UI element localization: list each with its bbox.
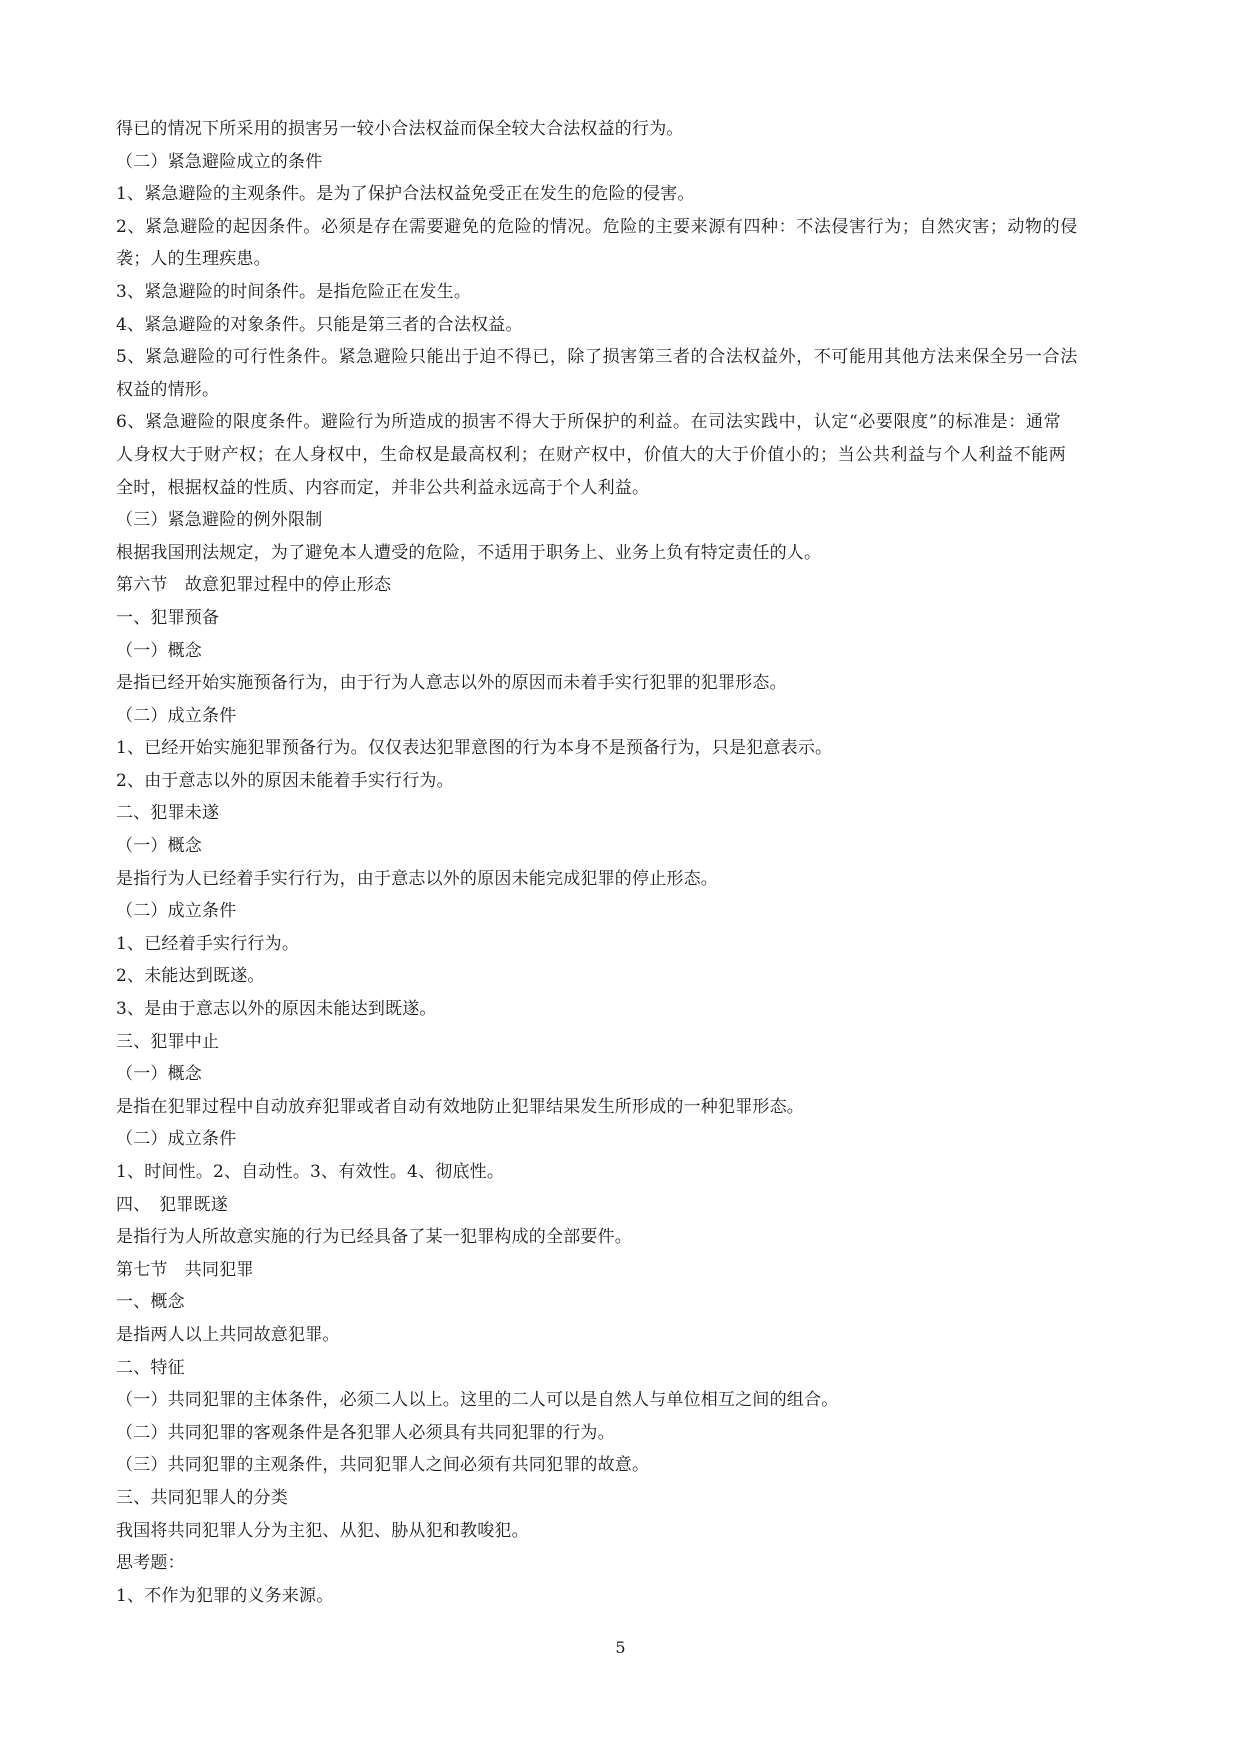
text-line: 第六节 故意犯罪过程中的停止形态 bbox=[116, 575, 392, 596]
text-line: 根据我国刑法规定，为了避免本人遭受的危险，不适用于职务上、业务上负有特定责任的人。 bbox=[116, 542, 822, 563]
text-line: （二）成立条件 bbox=[116, 901, 237, 922]
text-line: （二）共同犯罪的客观条件是各犯罪人必须具有共同犯罪的行为。 bbox=[116, 1422, 615, 1443]
text-line: 二、犯罪未遂 bbox=[116, 803, 220, 824]
text-line: （二）成立条件 bbox=[116, 705, 237, 726]
text-line: 是指已经开始实施预备行为，由于行为人意志以外的原因而未着手实行犯罪的犯罪形态。 bbox=[116, 673, 787, 694]
text-line: 3、是由于意志以外的原因未能达到既遂。 bbox=[116, 999, 437, 1020]
text-line: 袭；人的生理疾患。 bbox=[116, 249, 271, 270]
text-line: 6、紧急避险的限度条件。避险行为所造成的损害不得大于所保护的利益。在司法实践中，认定“必要限度”的标准是：通常 bbox=[116, 412, 1062, 433]
text-line: 是指在犯罪过程中自动放弃犯罪或者自动有效地防止犯罪结果发生所形成的一种犯罪形态。 bbox=[116, 1096, 804, 1117]
text-line: 1、时间性。2、自动性。3、有效性。4、彻底性。 bbox=[116, 1162, 505, 1182]
page-number: 5 bbox=[615, 1638, 626, 1657]
text-line: （一）概念 bbox=[116, 640, 202, 661]
text-line: 5、紧急避险的可行性条件。紧急避险只能出于迫不得已，除了损害第三者的合法权益外，不可能用其他方法来保全另一合法 bbox=[116, 347, 1078, 368]
text-line: 2、由于意志以外的原因未能着手实行行为。 bbox=[116, 770, 454, 791]
text-line: （一）共同犯罪的主体条件，必须二人以上。这里的二人可以是自然人与单位相互之间的组合。 bbox=[116, 1390, 839, 1411]
text-line: 三、犯罪中止 bbox=[116, 1031, 220, 1052]
text-line: 第七节 共同犯罪 bbox=[116, 1259, 254, 1280]
text-line: （一）概念 bbox=[116, 1064, 202, 1085]
text-line: （二）成立条件 bbox=[116, 1129, 237, 1150]
text-line: 二、特征 bbox=[116, 1357, 185, 1378]
text-line: 全时，根据权益的性质、内容而定，并非公共利益永远高于个人利益。 bbox=[116, 477, 650, 498]
text-line: 思考题： bbox=[116, 1553, 185, 1574]
text-line: 是指两人以上共同故意犯罪。 bbox=[116, 1324, 340, 1345]
text-line: 1、已经开始实施犯罪预备行为。仅仅表达犯罪意图的行为本身不是预备行为，只是犯意表示。 bbox=[116, 738, 833, 759]
text-line: 一、概念 bbox=[116, 1292, 185, 1313]
text-line: 3、紧急避险的时间条件。是指危险正在发生。 bbox=[116, 281, 472, 302]
text-line: 1、已经着手实行行为。 bbox=[116, 933, 300, 954]
text-line: 一、犯罪预备 bbox=[116, 607, 220, 628]
text-line: 三、共同犯罪人的分类 bbox=[116, 1487, 288, 1508]
text-line: （三）共同犯罪的主观条件，共同犯罪人之间必须有共同犯罪的故意。 bbox=[116, 1455, 650, 1476]
text-line: 是指行为人所故意实施的行为已经具备了某一犯罪构成的全部要件。 bbox=[116, 1227, 632, 1248]
text-line: 1、紧急避险的主观条件。是为了保护合法权益免受正在发生的危险的侵害。 bbox=[116, 184, 695, 205]
text-line: 2、未能达到既遂。 bbox=[116, 966, 265, 987]
text-line: （二）紧急避险成立的条件 bbox=[116, 151, 323, 172]
text-line: （三）紧急避险的例外限制 bbox=[116, 510, 323, 531]
text-line: 4、紧急避险的对象条件。只能是第三者的合法权益。 bbox=[116, 314, 523, 335]
text-line: 我国将共同犯罪人分为主犯、从犯、胁从犯和教唆犯。 bbox=[116, 1520, 529, 1541]
text-line: 是指行为人已经着手实行行为，由于意志以外的原因未能完成犯罪的停止形态。 bbox=[116, 868, 718, 889]
text-line: 四、 犯罪既遂 bbox=[116, 1194, 228, 1215]
text-line: 得已的情况下所采用的损害另一较小合法权益而保全较大合法权益的行为。 bbox=[116, 119, 684, 139]
text-line: 人身权大于财产权；在人身权中，生命权是最高权利；在财产权中，价值大的大于价值小的；当公共利益与个人利益不能两 bbox=[116, 444, 1067, 465]
text-line: 权益的情形。 bbox=[116, 379, 220, 400]
text-line: 1、不作为犯罪的义务来源。 bbox=[116, 1585, 334, 1606]
document-body bbox=[116, 113, 1128, 1612]
text-line: 2、紧急避险的起因条件。必须是存在需要避免的危险的情况。危险的主要来源有四种：不法侵害行为；自然灾害；动物的侵 bbox=[116, 216, 1078, 237]
text-line: （一）概念 bbox=[116, 836, 202, 857]
